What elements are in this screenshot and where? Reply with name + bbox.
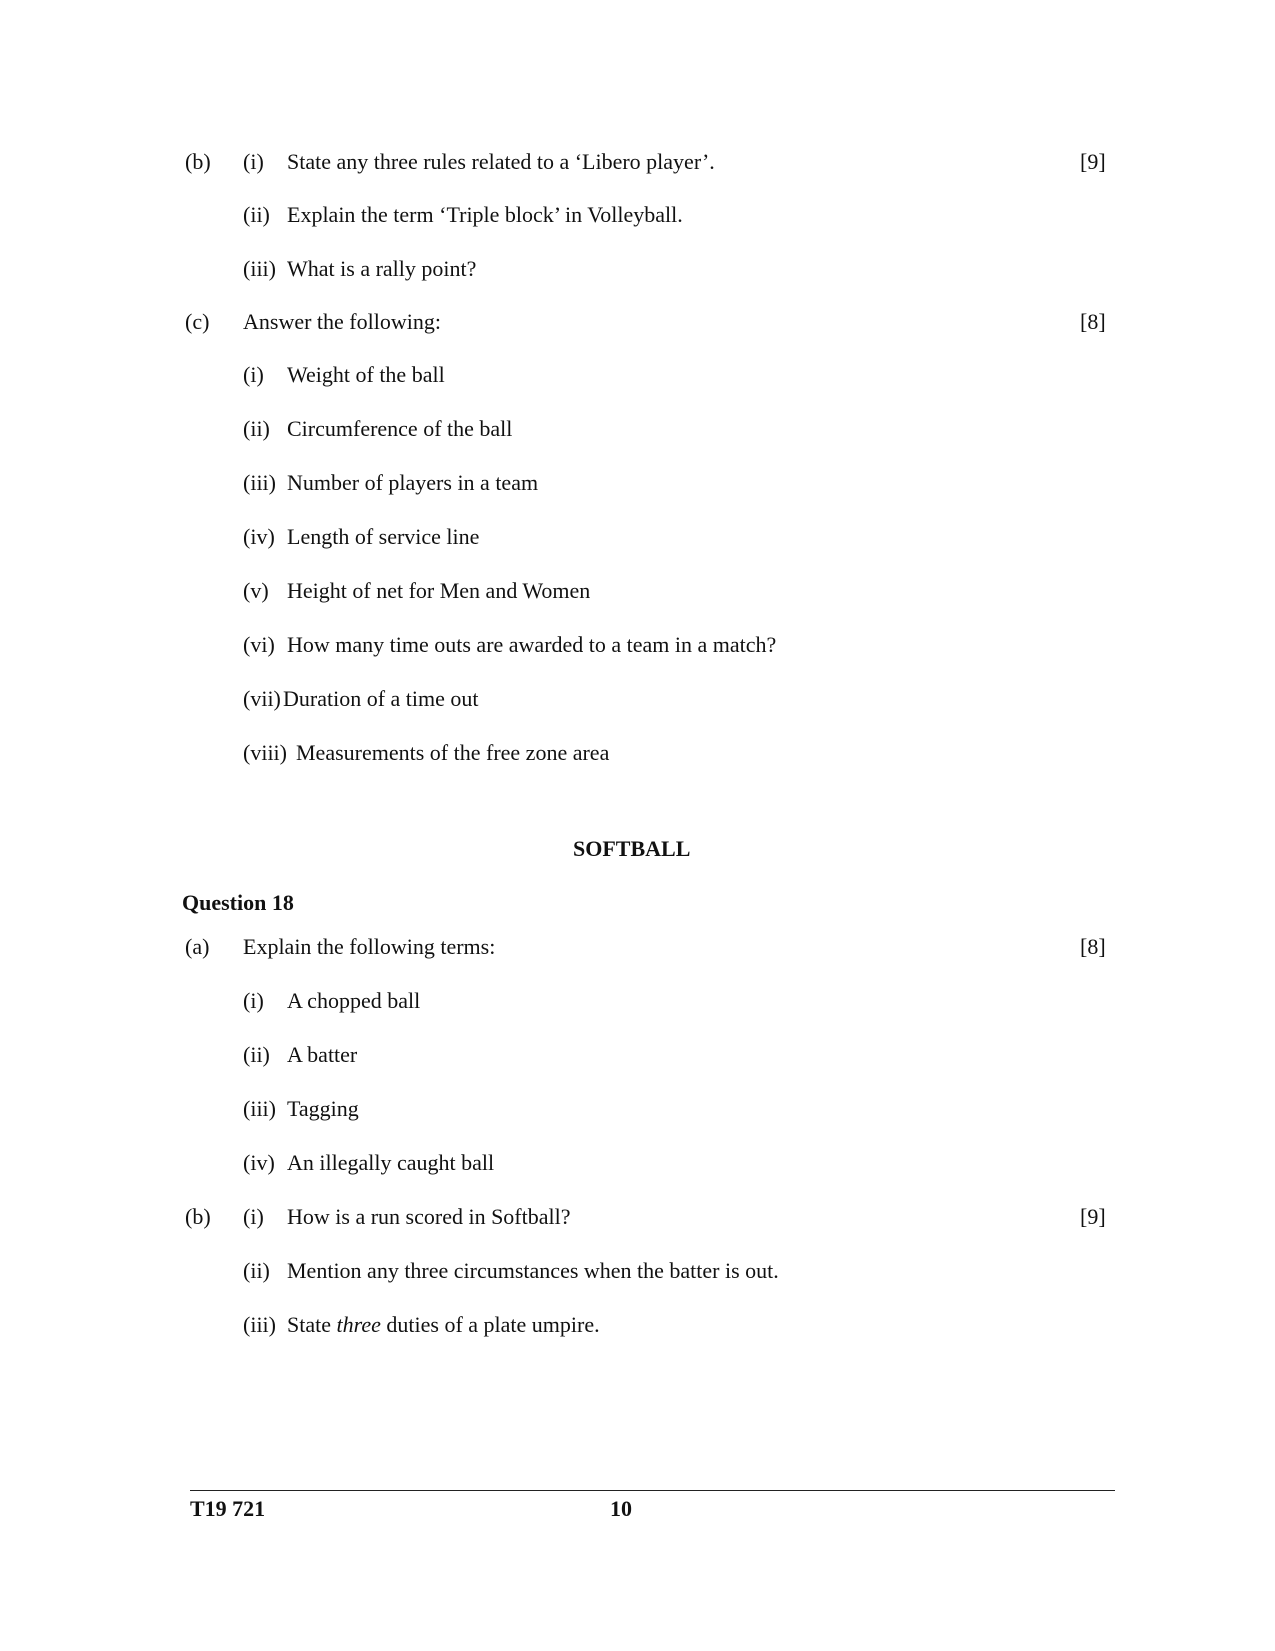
part-intro: Explain the following terms: — [243, 934, 496, 959]
item-number: (ii) — [243, 202, 270, 227]
item-number: (vii) — [243, 686, 281, 711]
footer-rule — [190, 1490, 1115, 1491]
item-number: (vi) — [243, 632, 275, 657]
item-text: Weight of the ball — [287, 362, 445, 387]
item-number: (i) — [243, 362, 264, 387]
item-text: Explain the term ‘Triple block’ in Volleyball. — [287, 202, 683, 227]
item-number: (iv) — [243, 524, 275, 549]
item-text: Length of service line — [287, 524, 480, 549]
item-number: (iii) — [243, 1312, 276, 1337]
item-number: (ii) — [243, 416, 270, 441]
part-label: (a) — [185, 934, 210, 959]
item-text: Measurements of the free zone area — [296, 740, 610, 765]
part-label: (c) — [185, 309, 210, 334]
item-number: (iii) — [243, 1096, 276, 1121]
item-number: (i) — [243, 988, 264, 1013]
item-number: (iv) — [243, 1150, 275, 1175]
item-text: Duration of a time out — [283, 686, 479, 711]
item-number: (v) — [243, 578, 269, 603]
question-title: Question 18 — [182, 890, 294, 915]
marks-label: [9] — [1080, 149, 1106, 174]
marks-label: [8] — [1080, 309, 1106, 334]
item-text: Number of players in a team — [287, 470, 539, 495]
item-text: Tagging — [287, 1096, 359, 1121]
item-text: Circumference of the ball — [287, 416, 513, 441]
item-text: Mention any three circumstances when the batter is out. — [287, 1258, 779, 1283]
item-number: (iii) — [243, 470, 276, 495]
marks-label: [8] — [1080, 934, 1106, 959]
item-text — [287, 1312, 600, 1338]
item-text: State any three rules related to a ‘Libero player’. — [287, 149, 715, 174]
item-text: Height of net for Men and Women — [287, 578, 591, 603]
paper-code: T19 721 — [190, 1496, 266, 1521]
item-text: How many time outs are awarded to a team in a match? — [287, 632, 777, 657]
part-intro: Answer the following: — [243, 309, 441, 334]
item-text: How is a run scored in Softball? — [287, 1204, 571, 1229]
item-text-pre: State — [287, 1312, 337, 1337]
part-label: (b) — [185, 1204, 211, 1229]
item-text: A batter — [287, 1042, 358, 1067]
item-text: What is a rally point? — [287, 256, 477, 281]
item-text-post: duties of a plate umpire. — [380, 1312, 600, 1337]
item-number: (i) — [243, 149, 264, 174]
item-text: An illegally caught ball — [287, 1150, 495, 1175]
item-number: (ii) — [243, 1042, 270, 1067]
page-number: 10 — [610, 1496, 632, 1521]
item-number: (viii) — [243, 740, 287, 765]
item-number: (ii) — [243, 1258, 270, 1283]
item-text-emphasis: three — [336, 1312, 381, 1337]
part-label: (b) — [185, 149, 211, 174]
item-number: (i) — [243, 1204, 264, 1229]
section-title: SOFTBALL — [573, 836, 691, 861]
item-number: (iii) — [243, 256, 276, 281]
item-text: A chopped ball — [287, 988, 421, 1013]
marks-label: [9] — [1080, 1204, 1106, 1229]
